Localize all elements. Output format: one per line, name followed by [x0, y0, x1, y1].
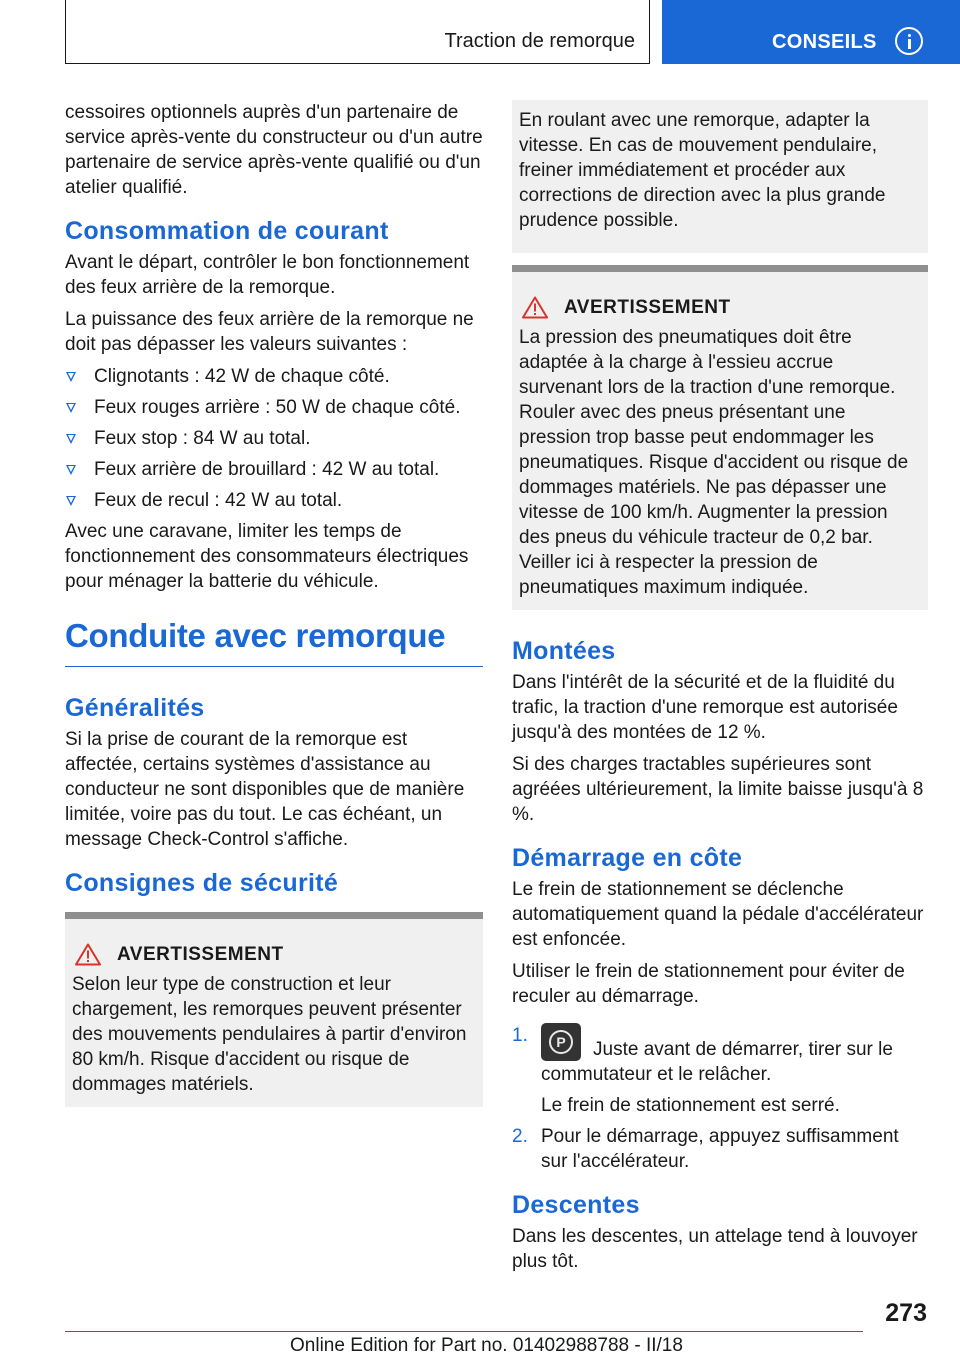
- list-item: Feux rouges arrière : 50 W de chaque côté.: [65, 395, 483, 420]
- triangle-bullet-icon: [66, 372, 76, 382]
- heading-montees: Montées: [512, 637, 616, 665]
- warning-triangle-icon: [75, 943, 101, 966]
- warning-box-right: [512, 265, 928, 610]
- step-item: 2. Pour le démarrage, appuyez suffisamment sur l'accélérateur.: [512, 1126, 899, 1172]
- demarrage-steps: [512, 1023, 928, 1174]
- triangle-bullet-icon: [66, 434, 76, 444]
- consommation-p2: La puissance des feux arrière de la remorque ne doit pas dépasser les valeurs suivantes :: [65, 309, 474, 355]
- step-result: Le frein de stationnement est serré.: [541, 1095, 840, 1116]
- warning-title: AVERTISSEMENT: [564, 296, 731, 318]
- step-number: 1.: [512, 1025, 528, 1046]
- consommation-p1: Avant le départ, contrôler le bon fonctionnement des feux arrière de la remorque.: [65, 252, 470, 298]
- step-item: 1. P Juste avant de démarrer, tirer sur le commutateur et le relâcher. Le frein de stationnement est serré.: [512, 1023, 928, 1118]
- conseils-tab[interactable]: [662, 0, 960, 64]
- list-item: Feux arrière de brouillard : 42 W au total.: [65, 457, 483, 482]
- step-number: 2.: [512, 1126, 528, 1147]
- chapter-title: Conduite avec remorque: [65, 616, 483, 667]
- triangle-bullet-icon: [66, 465, 76, 475]
- list-item: Feux stop : 84 W au total.: [65, 426, 483, 451]
- warning-text: La pression des pneumatiques doit être adaptée à la charge à l'essieu accrue survenant lors de la traction d'une remorque. Rouler avec des pneus présentant une pression trop basse peut endommager les pneumatiques. Risque d'accident ou risque de dommages matériels. Ne pas dépasser une vitesse de 100 km/h. Augmenter la pression des pneus du véhicule tracteur de 0,2 bar. Veiller ici à respecter la pression de pneumatiques maximum indiquée.: [519, 327, 909, 598]
- consommation-p3: Avec une caravane, limiter les temps de fonctionnement des consommateurs électriques pour ménager la batterie du véhicule.: [65, 521, 469, 592]
- demarrage-p2: Utiliser le frein de stationnement pour éviter de reculer au démarrage.: [512, 961, 905, 1007]
- list-item: Clignotants : 42 W de chaque côté.: [65, 364, 483, 389]
- header-section-box: [65, 0, 650, 64]
- heading-demarrage: Démarrage en côte: [512, 844, 743, 872]
- warning-box-left: [65, 912, 483, 1107]
- warning-title: AVERTISSEMENT: [117, 943, 284, 965]
- warning-text: Selon leur type de construction et leur chargement, les remorques peuvent présenter des mouvements pendulaires à partir d'environ 80 km/h. Risque d'accident ou risque de dommages matériels.: [72, 974, 467, 1095]
- heading-consignes: Consignes de sécurité: [65, 869, 339, 897]
- montees-p2: Si des charges tractables supérieures sont agréées ultérieurement, la limite baisse jusqu'à 8 %.: [512, 754, 924, 825]
- parking-brake-icon: P: [541, 1023, 581, 1061]
- heading-consommation: Consommation de courant: [65, 217, 389, 245]
- page-number: 273: [885, 1299, 927, 1327]
- descentes-p1: Dans les descentes, un attelage tend à louvoyer plus tôt.: [512, 1226, 918, 1272]
- generalites-p1: Si la prise de courant de la remorque est affectée, certains systèmes d'assistance au conducteur ne sont disponibles que de manière limitée, voire pas du tout. Le cas échéant, un message Check-Control s'affiche.: [65, 729, 465, 850]
- triangle-bullet-icon: [66, 496, 76, 506]
- intro-paragraph: cessoires optionnels auprès d'un partenaire de service après-vente du constructeur ou d'un autre partenaire de service après-vente qualifié ou d'un atelier qualifié.: [65, 102, 483, 198]
- right-column: [512, 100, 928, 1281]
- warning-triangle-icon: [522, 296, 548, 319]
- left-column: [65, 100, 483, 1107]
- heading-descentes: Descentes: [512, 1191, 640, 1219]
- conseils-tab-label: CONSEILS: [772, 31, 877, 53]
- info-box-text: En roulant avec une remorque, adapter la vitesse. En cas de mouvement pendulaire, freiner immédiatement et procéder aux corrections de direction avec la plus grande prudence possible.: [519, 110, 886, 231]
- section-title: Traction de remorque: [444, 30, 635, 52]
- info-box: [512, 100, 928, 253]
- demarrage-p1: Le frein de stationnement se déclenche automatiquement quand la pédale d'accélérateur est enfoncée.: [512, 879, 924, 950]
- triangle-bullet-icon: [66, 403, 76, 413]
- lamp-power-list: [65, 364, 483, 513]
- list-item: Feux de recul : 42 W au total.: [65, 488, 483, 513]
- footer-divider: [65, 1331, 863, 1332]
- edition-text: Online Edition for Part no. 01402988788 - II/18: [290, 1335, 683, 1356]
- heading-generalites: Généralités: [65, 694, 205, 722]
- warning-header: [519, 296, 921, 319]
- info-icon: [895, 27, 923, 55]
- montees-p1: Dans l'intérêt de la sécurité et de la fluidité du trafic, la traction d'une remorque est autorisée jusqu'à des montées de 12 %.: [512, 672, 898, 743]
- warning-header: [72, 943, 476, 966]
